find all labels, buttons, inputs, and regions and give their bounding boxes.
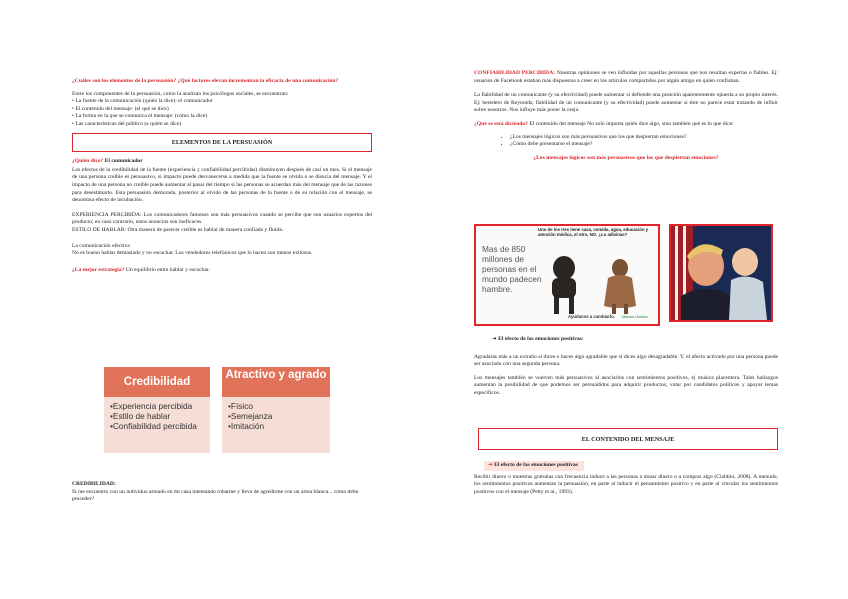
emotions-text: Agradarás más a un extraño si dices o haces algo agradable que si dices algo desagradable. Y, el afecto activado por una persona puede ser asociado con una segunda persona. <box>474 353 778 368</box>
ad-headline: Mas de 850 millones de personas en el mundo padecen hambre. <box>482 244 542 294</box>
section-box-elements: ELEMENTOS DE LA PERSUASIÓN <box>72 133 372 153</box>
emotions-text-2: Los mensajes también se vuelven más persuasivos al asociarlos con sentimientos positivos, ej música placentera. Tales hallazgos aumentan la posibilidad de que podemos ser persuadidos para adquirir productos, votar por candidatos políticos y apoyar temas específicos. <box>474 374 778 396</box>
persuasion-intro: Entre los componentes de la persuasión, como la analizan los psicólogos sociales, se encuentran: <box>72 90 289 97</box>
said-question: ¿Qué se está diciendo? <box>474 120 528 127</box>
emotions-section-2 <box>474 461 778 501</box>
who-question: ¿Quién dice? <box>72 158 104 165</box>
card-atractivo <box>222 367 330 453</box>
component-item: • La forma en la que se comunica el mensaje: (cómo la dice) <box>72 113 208 120</box>
message-bullets <box>474 134 778 149</box>
trust-text-2: La fiabilidad de un comunicante (y su efectividad) puede aumentar si defiende una posición aparentemente opuesta a su propio interés. Ej: heredero de Reynolds; fiabilidad de un comunicante (y su efectividad) puede aumentar si éste no parece estar tratando de influir sobre nosotros. Nos influye más poner la oreja. <box>474 92 778 114</box>
experience-text: EXPERIENCIA PERCIBIDA: Los comunicadores famosos son más persuasivos cuando se percibe que son usuarios expertos del producto; en caso contrario, estos anuncios son ineficaces. <box>72 211 372 226</box>
emotions-text-3: Recibir dinero o muestras gratuitas con frecuencia induce a las personas a donar dinero o a comprar algo (Cialdini, 2008). A menudo, los sentimientos positivos aumentan la persuasión, en parte al inducir el pensamiento positivo y en parte al vincular los sentimientos positivos con el mensaje (Petty et al., 1993). <box>474 473 778 495</box>
card-item: •Semejanza <box>228 411 273 421</box>
strategy-question: ¿La mejor estrategia? <box>72 266 125 273</box>
strategy-answer: Un equilibrio entre hablar y escuchar. <box>125 266 210 273</box>
hunger-ad-image <box>474 224 660 326</box>
section-box-content: EL CONTENIDO DEL MENSAJE <box>478 428 778 450</box>
card-atractivo-title: Atractivo y agrado <box>222 367 330 397</box>
card-item: •Imitación <box>228 421 265 431</box>
card-item: •Confiabilidad percibida <box>110 421 197 431</box>
trust-label: CONFIABILIDAD PERCIBIDA: <box>474 70 555 76</box>
card-item: •Físico <box>228 401 254 411</box>
right-column <box>474 70 778 162</box>
who-label: El comunicador <box>104 158 143 165</box>
emotions-section <box>474 336 778 403</box>
trust-text: Nuestras opiniones se ven influidas por aquellas personas que nos resultan expertas o fiables. Ej: usuarios de Facebook estaban más dispuestos a creer en los artículos compartidos por algún amigo en quien confiaban. <box>474 70 778 84</box>
emotions-title: El efecto de las emociones positivas: <box>498 336 584 342</box>
credibility-section <box>72 481 372 504</box>
left-column <box>72 78 372 274</box>
card-credibilidad <box>104 367 210 453</box>
effective-text: No es bueno hablar demasiado y no escuchar. Los vendedores telefónicos que lo hacen son menos exitosos. <box>72 250 313 257</box>
style-text: ESTILO DE HABLAR: Otra manera de parecer creíble es hablar de manera confiada y fluida. <box>72 226 284 233</box>
card-item: •Experiencia percibida <box>110 401 193 411</box>
highlight-question: ¿Los mensajes lógicos son más persuasivos que los que despiertan emociones? <box>533 154 719 161</box>
emotions-title-2: El efecto de las emociones positivas <box>494 462 578 468</box>
ad-logo: Manos Unidas <box>622 314 648 319</box>
components-list <box>72 98 372 128</box>
ad-figures-illustration <box>538 246 656 316</box>
who-text: Los efectos de la credibilidad de la fuente (experiencia y confiabilidad percibidas) disminuyen después de casi un mes. Si el mensaje de una persona creíble es persuasivo, si impacto puede desvanecerse a medida que la fuente se olvida o se disocia del mensaje. Y el impacto de una persona no creíble puede aumentar al pasar del tiempo si las personas se acuerdan más del mensaje que de las razones para desestimarlo. Esta persuasión demorada, posterior al olvido de las personas de la fuente o de su relación con el mensaje, se denomina efecto de incubación. <box>72 166 372 204</box>
card-item: •Estilo de hablar <box>110 411 171 421</box>
ad-top-text: Uno de los tres tiene casa, comida, agua, educación y atención médica, el otro, NO. ¿Lo adivinas? <box>538 227 649 237</box>
said-text: El contenido del mensaje No solo importa quién dice algo, sino también qué es lo que dice: <box>529 120 734 127</box>
component-item: • Las características del público (a quién se dice) <box>72 120 182 127</box>
card-atractivo-body <box>222 397 330 453</box>
bullet-item: • ¿Cómo debe presentarse el mensaje? <box>510 141 778 149</box>
bullet-item: • ¿Los mensajes lógicos son más persuasivos que los que despiertan emociones? <box>510 134 778 142</box>
effective-title: La comunicación efectiva <box>72 242 130 249</box>
photo-illustration <box>671 226 771 320</box>
arrow-icon: ➔ <box>492 336 497 342</box>
arrow-icon: ➔ <box>488 462 493 468</box>
component-item: • La fuente de la comunicación (quién la dice): el comunicador <box>72 98 213 105</box>
ad-bottom-text: Ayúdanos a cambiarlo. <box>568 314 615 319</box>
persuasion-question: ¿Cuáles son los elementos de la persuasión? ¿Qué factores elevan incrementan la eficacia de una comunicación? <box>72 78 339 84</box>
candidate-with-baby-photo <box>669 224 773 322</box>
credibility-text: Si me encuentro con un individuo armado en mi casa intentando robarme y lleva de agredirme con un arma blanca... cómo debo proceder? <box>72 488 359 503</box>
card-credibilidad-body <box>104 397 210 453</box>
card-credibilidad-title: Credibilidad <box>104 367 210 397</box>
credibility-title: CREDIBILIDAD: <box>72 481 116 487</box>
component-item: • El contenido del mensaje: (el qué se dice) <box>72 105 169 112</box>
